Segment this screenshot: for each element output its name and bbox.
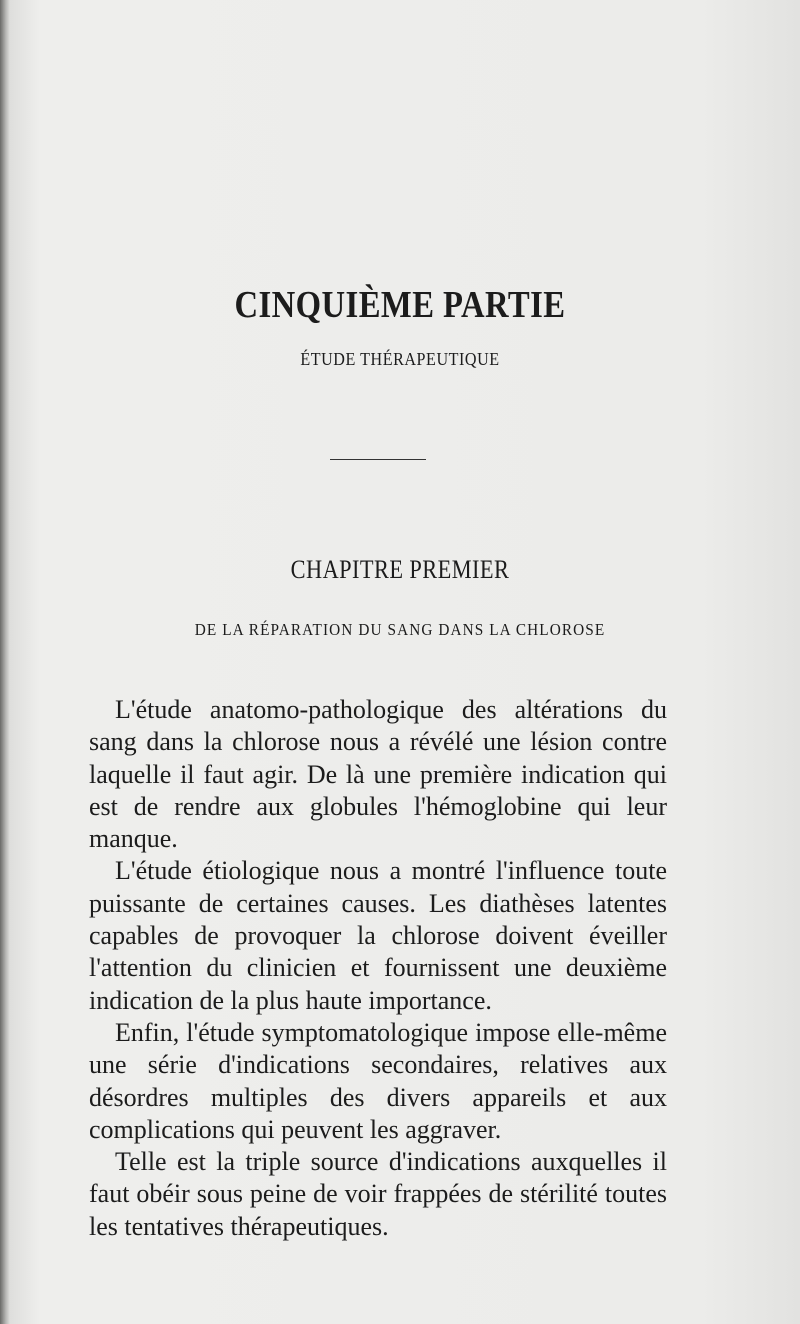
part-subtitle: ÉTUDE THÉRAPEUTIQUE: [300, 349, 500, 369]
part-title: CINQUIÈME PARTIE: [234, 284, 566, 326]
chapter-subtitle: DE LA RÉPARATION DU SANG DANS LA CHLOROSE: [194, 620, 606, 639]
page-binding-edge: [0, 0, 10, 1324]
chapter-title: CHAPITRE PREMIER: [290, 555, 510, 584]
body-text: [89, 694, 667, 1243]
paragraph: L'étude étiologique nous a montré l'influence toute puissante de certaines causes. Les diathèses latentes capables de provoquer la chlorose doivent éveiller l'attention du clinicien et fournissent une deuxième indication de la plus haute importance.: [89, 856, 667, 1015]
section-divider: [330, 459, 426, 460]
paragraph: Enfin, l'étude symptomatologique impose elle-même une série d'indications secondaires, relatives aux désordres multiples des divers appareils et aux complications qui peuvent les aggraver.: [89, 1017, 667, 1144]
paragraph: Telle est la triple source d'indications auxquelles il faut obéir sous peine de voir frappées de stérilité toutes les tentatives thérapeutiques.: [89, 1147, 667, 1241]
paragraph: L'étude anatomo-pathologique des altérations du sang dans la chlorose nous a révélé une lésion contre laquelle il faut agir. De là une première indication qui est de rendre aux globules l'hémoglobine qui leur manque.: [89, 695, 667, 854]
